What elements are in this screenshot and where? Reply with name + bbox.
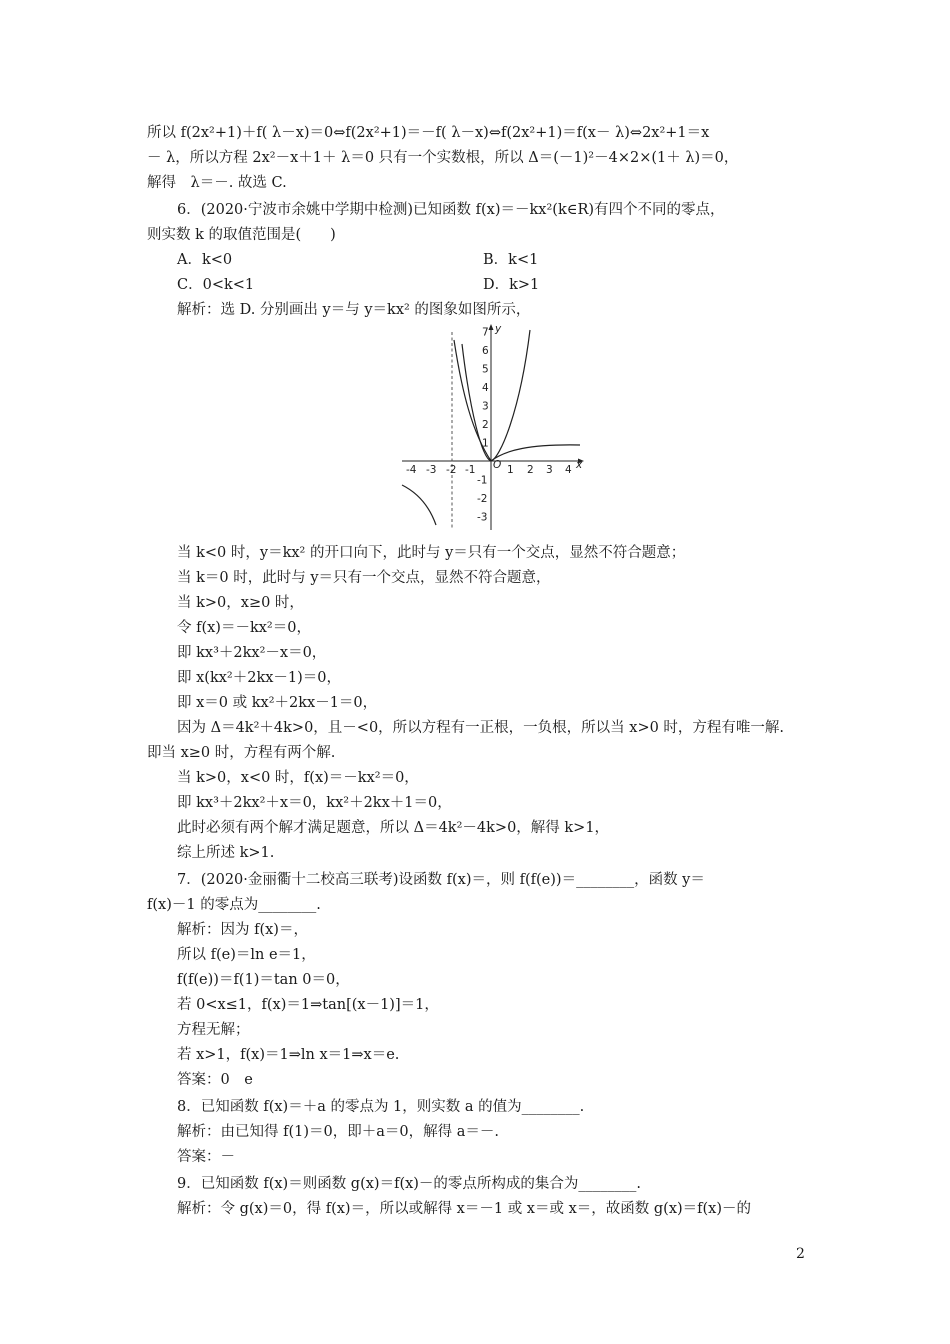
y-axis-arrow xyxy=(489,324,494,330)
text-line: 解析：选 D. 分别画出 y＝与 y＝kx² 的图象如图所示， xyxy=(177,302,531,318)
text-line: 综上所述 k>1. xyxy=(177,845,275,861)
y-tick-label: 6 xyxy=(482,345,489,357)
text-line: － λ，所以方程 2x²－x＋1＋ λ＝0 只有一个实数根，所以 Δ＝(－1)²－4×2×(1＋ λ)＝0， xyxy=(147,150,739,166)
text-line: 8．已知函数 f(x)＝＋a 的零点为 1，则实数 a 的值为________. xyxy=(177,1099,585,1115)
text-line: 7．(2020·金丽衢十二校高三联考)设函数 f(x)＝，则 f(f(e))＝________，函数 y＝ xyxy=(177,872,705,888)
text-line: 则实数 k 的取值范围是( ) xyxy=(147,227,336,243)
page-number: 2 xyxy=(796,1246,805,1262)
x-tick-label: -2 xyxy=(446,464,457,476)
text-line: 所以 f(e)＝ln e＝1， xyxy=(177,947,316,963)
text-line: 当 k＝0 时，此时与 y＝只有一个交点，显然不符合题意， xyxy=(177,570,551,586)
text-line: 即 x(kx²＋2kx－1)＝0， xyxy=(177,670,342,686)
y-tick-label: 1 xyxy=(482,437,489,450)
x-tick-label: -3 xyxy=(426,464,437,476)
curve-parabola xyxy=(462,330,530,461)
text-line: 即 kx³＋2kx²－x＝0， xyxy=(177,645,327,661)
text-line: A．k<0 xyxy=(177,252,233,268)
y-axis-label: y xyxy=(495,323,502,335)
y-tick-label: 2 xyxy=(482,419,489,431)
y-tick-label: 4 xyxy=(482,382,489,394)
text-line: D．k>1 xyxy=(483,277,540,293)
text-line: 解得 λ＝－. 故选 C. xyxy=(147,175,287,191)
function-graph xyxy=(400,322,590,532)
y-tick-label: -1 xyxy=(477,474,488,487)
x-tick-label: 1 xyxy=(507,464,514,476)
x-tick-label: -1 xyxy=(465,464,476,476)
curve-hyperbola-right xyxy=(491,445,580,461)
text-line: 解析：因为 f(x)＝， xyxy=(177,922,308,938)
text-line: 答案：0 e xyxy=(177,1072,253,1088)
text-line: 所以 f(2x²+1)＋f( λ－x)＝0⇔f(2x²+1)＝－f( λ－x)⇔f(2x²+1)＝f(x－ λ)⇔2x²+1＝x xyxy=(147,125,710,141)
text-line: 方程无解； xyxy=(177,1022,250,1038)
text-line: C．0<k<1 xyxy=(177,277,255,293)
x-tick-label: -4 xyxy=(406,464,417,476)
curve-hyperbola-lower xyxy=(402,485,436,525)
text-line: 若 x>1，f(x)＝1⇒ln x＝1⇒x＝e. xyxy=(177,1047,400,1063)
text-line: f(f(e))＝f(1)＝tan 0＝0， xyxy=(177,972,350,988)
text-line: 解析：令 g(x)＝0，得 f(x)＝，所以或解得 x＝－1 或 x＝或 x＝，故函数 g(x)＝f(x)－的 xyxy=(177,1201,752,1217)
y-tick-labels xyxy=(477,327,489,524)
origin-label: O xyxy=(493,459,502,471)
text-line: 即当 x≥0 时，方程有两个解. xyxy=(147,745,336,761)
text-line: 解析：由已知得 f(1)＝0，即＋a＝0，解得 a＝－. xyxy=(177,1124,499,1140)
y-tick-label: 7 xyxy=(482,326,489,339)
text-line: 答案：－ xyxy=(177,1149,235,1165)
text-line: 即 x＝0 或 kx²＋2kx－1＝0， xyxy=(177,695,378,711)
y-tick-label: 3 xyxy=(482,400,489,413)
x-tick-label: 4 xyxy=(565,464,572,476)
text-line: 6．(2020·宁波市余姚中学期中检测)已知函数 f(x)＝－kx²(k∈R)有四个不同的零点， xyxy=(177,202,725,218)
text-line: 当 k<0 时，y＝kx² 的开口向下，此时与 y＝只有一个交点，显然不符合题意； xyxy=(177,545,686,561)
text-line: 即 kx³＋2kx²＋x＝0，kx²＋2kx＋1＝0， xyxy=(177,795,452,811)
x-tick-label: 3 xyxy=(546,464,553,476)
text-line: 此时必须有两个解才满足题意，所以 Δ＝4k²－4k>0，解得 k>1， xyxy=(177,820,610,836)
text-line: 当 k>0，x<0 时，f(x)＝－kx²＝0， xyxy=(177,770,419,786)
y-tick-label: 5 xyxy=(482,363,489,376)
text-line: f(x)－1 的零点为________. xyxy=(147,897,321,913)
text-line: 若 0<x≤1，f(x)＝1⇒tan[(x－1)]＝1， xyxy=(177,997,439,1013)
x-tick-labels xyxy=(406,464,572,476)
text-line: 9．已知函数 f(x)＝则函数 g(x)＝f(x)－的零点所构成的集合为________. xyxy=(177,1176,642,1192)
x-axis-label: x xyxy=(576,459,583,471)
y-tick-label: -3 xyxy=(477,511,488,524)
text-line: 当 k>0，x≥0 时， xyxy=(177,595,304,611)
text-line: B．k<1 xyxy=(483,252,539,268)
text-line: 令 f(x)＝－kx²＝0， xyxy=(177,620,311,636)
x-tick-label: 2 xyxy=(527,464,534,476)
y-tick-label: -2 xyxy=(477,493,488,505)
text-line: 因为 Δ＝4k²＋4k>0，且－<0，所以方程有一正根，一负根，所以当 x>0 时，方程有唯一解. xyxy=(177,720,785,736)
